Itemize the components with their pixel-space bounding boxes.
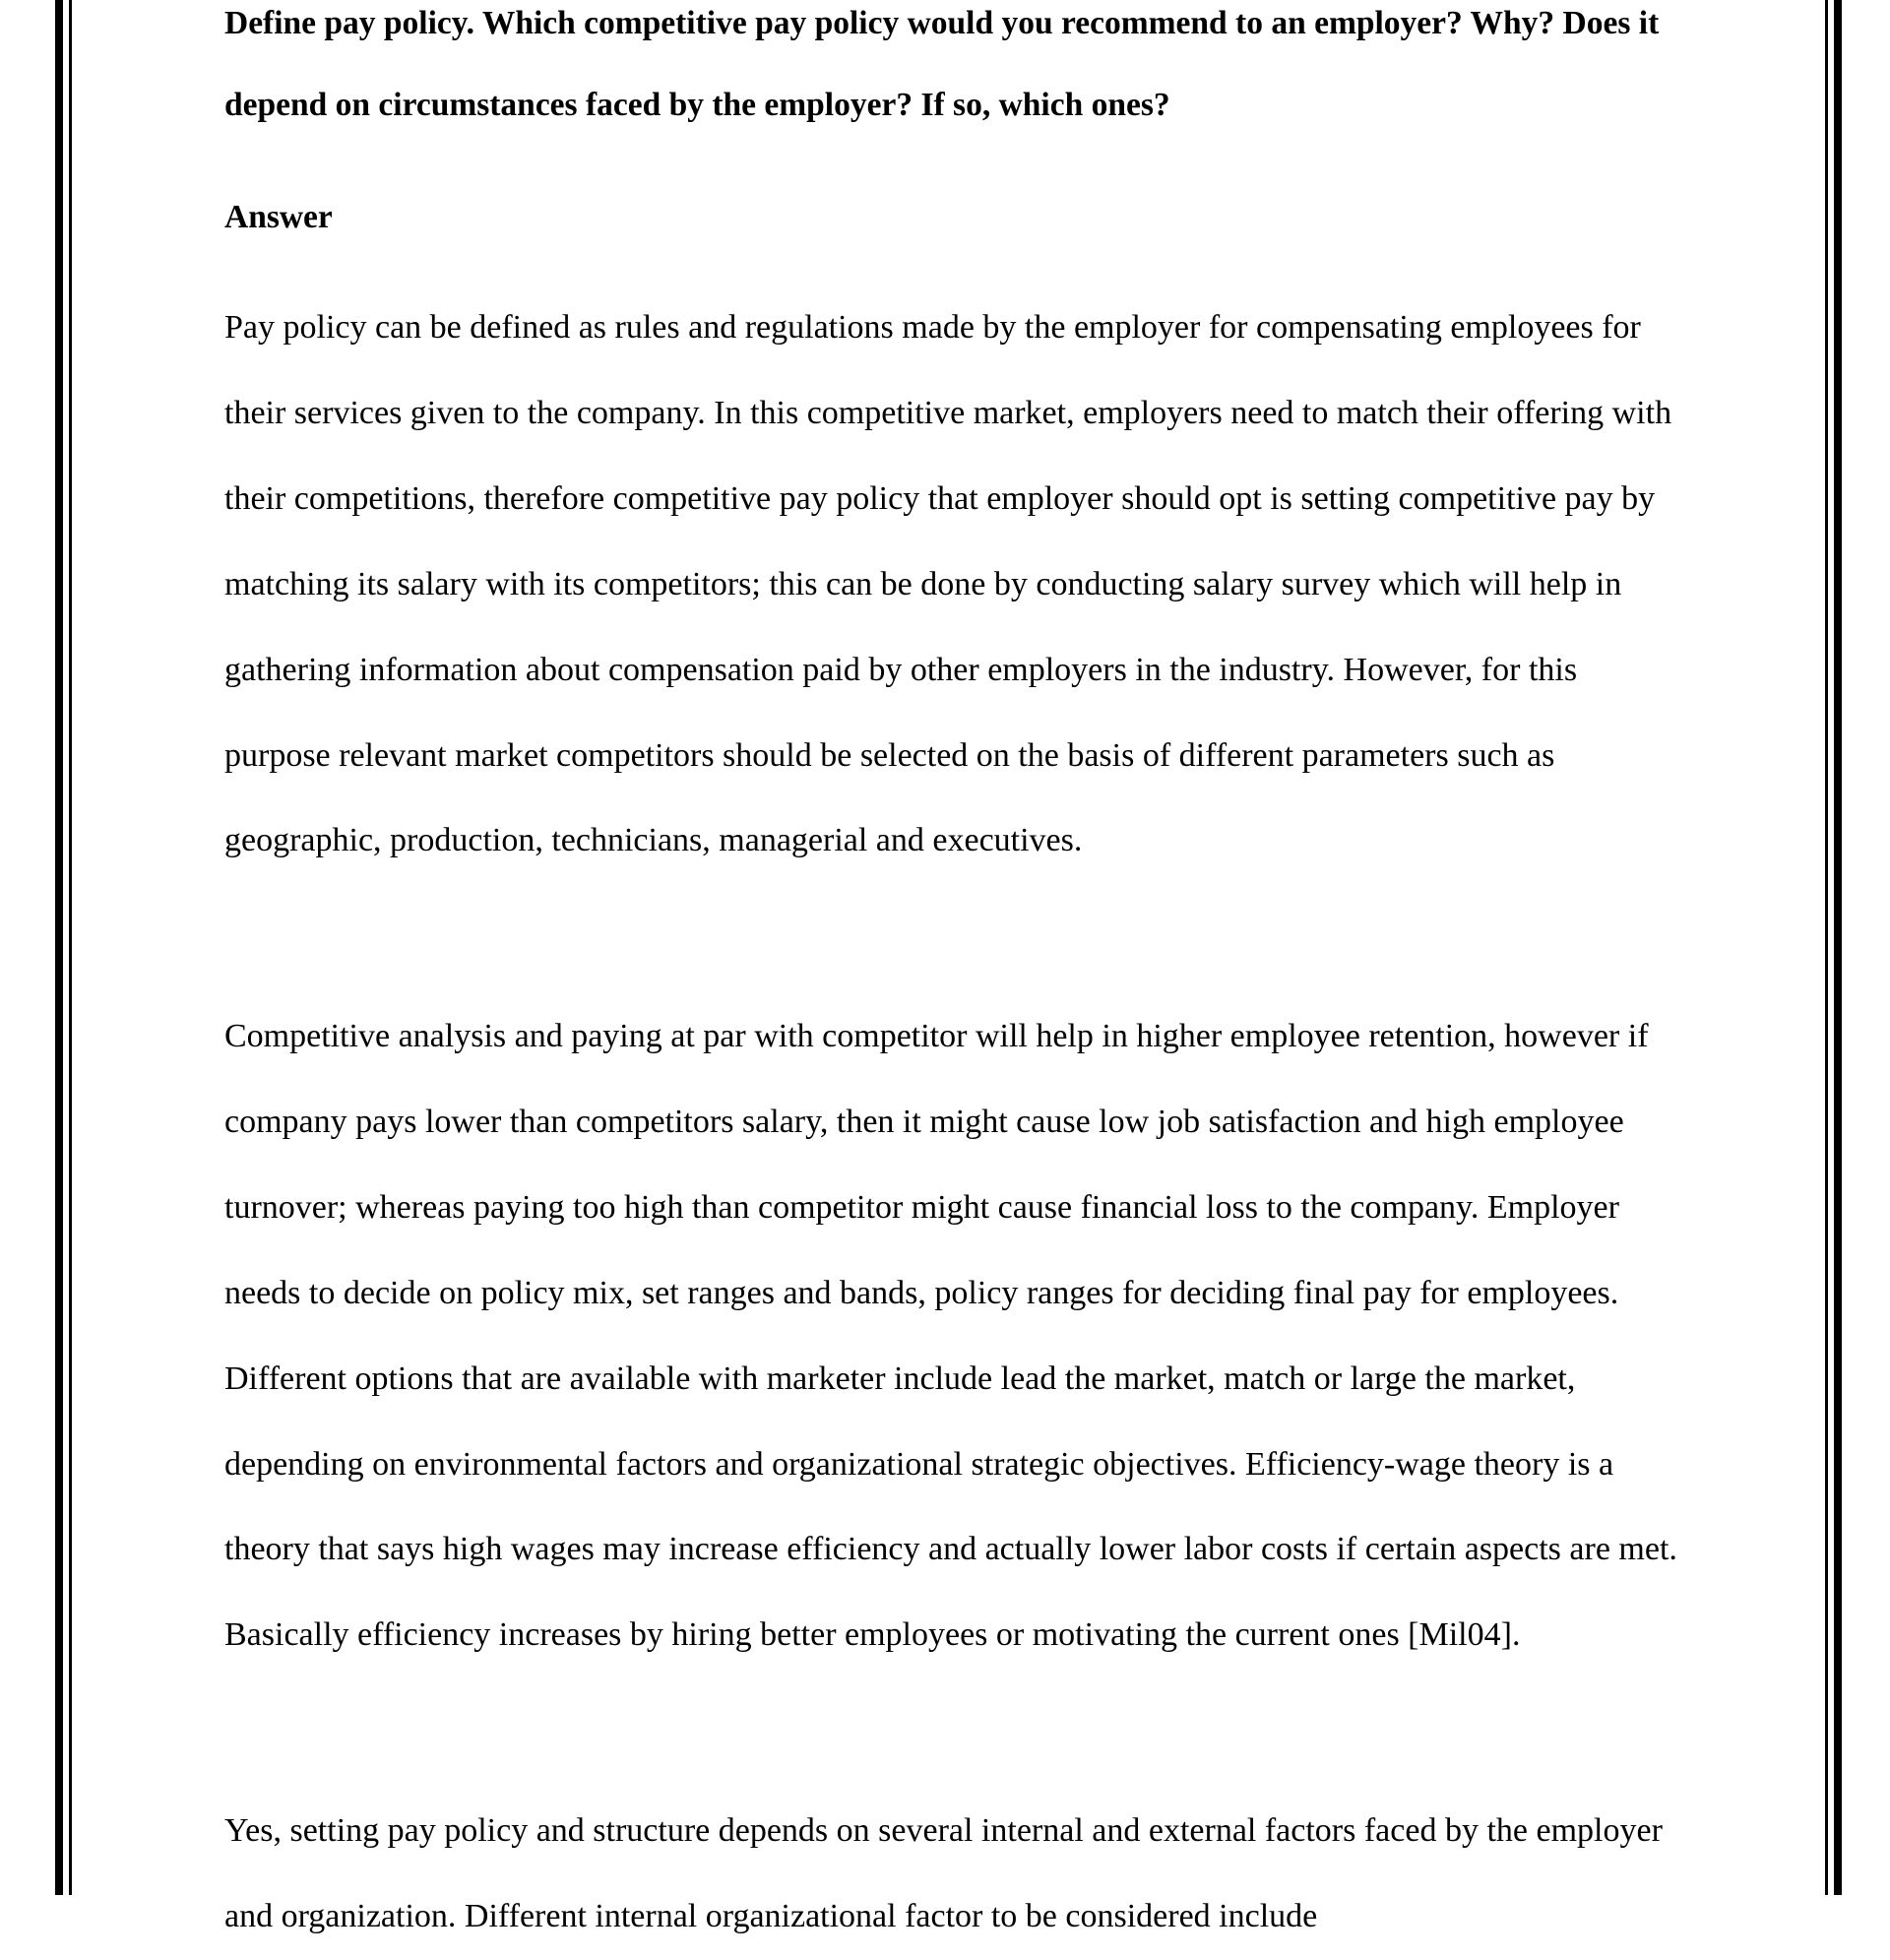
page-border-right-inner bbox=[1825, 0, 1828, 1895]
answer-heading: Answer bbox=[224, 199, 333, 235]
page-border-right-outer bbox=[1834, 0, 1842, 1895]
question-heading: Define pay policy. Which competitive pay policy would you recommend to an employer? Why? Does it depend on circumstances faced by the employer? If so, which ones? bbox=[224, 5, 1660, 123]
document-body bbox=[224, 0, 1681, 1934]
paragraph: Competitive analysis and paying at par with competitor will help in higher employee retention, however if company pays lower than competitors salary, then it might cause low job satisfaction and high employee turnover; whereas paying too high than competitor might cause financial loss to the company. Employer needs to decide on policy mix, set ranges and bands, policy ranges for deciding final pay for employees. Different options that are available with marketer include lead the market, match or large the market, depending on environmental factors and organizational strategic objectives. Efficiency-wage theory is a theory that says high wages may increase efficiency and actually lower labor costs if certain aspects are met. Basically efficiency increases by hiring better employees or motivating the current ones [Mil04]. bbox=[224, 1018, 1677, 1654]
paragraph: Pay policy can be defined as rules and regulations made by the employer for compensating employees for their services given to the company. In this competitive market, employers need to match their offering with their competitions, therefore competitive pay policy that employer should opt is setting competitive pay by matching its salary with its competitors; this can be done by conducting salary survey which will help in gathering information about compensation paid by other employers in the industry. However, for this purpose relevant market competitors should be selected on the basis of different parameters such as geographic, production, technicians, managerial and executives. bbox=[224, 309, 1672, 859]
page-border-left-inner bbox=[69, 0, 72, 1895]
paragraph: Yes, setting pay policy and structure depends on several internal and external factors faced by the employer and organization. Different internal organizational factor to be considered include bbox=[224, 1812, 1663, 1934]
page-border-left-outer bbox=[55, 0, 63, 1895]
